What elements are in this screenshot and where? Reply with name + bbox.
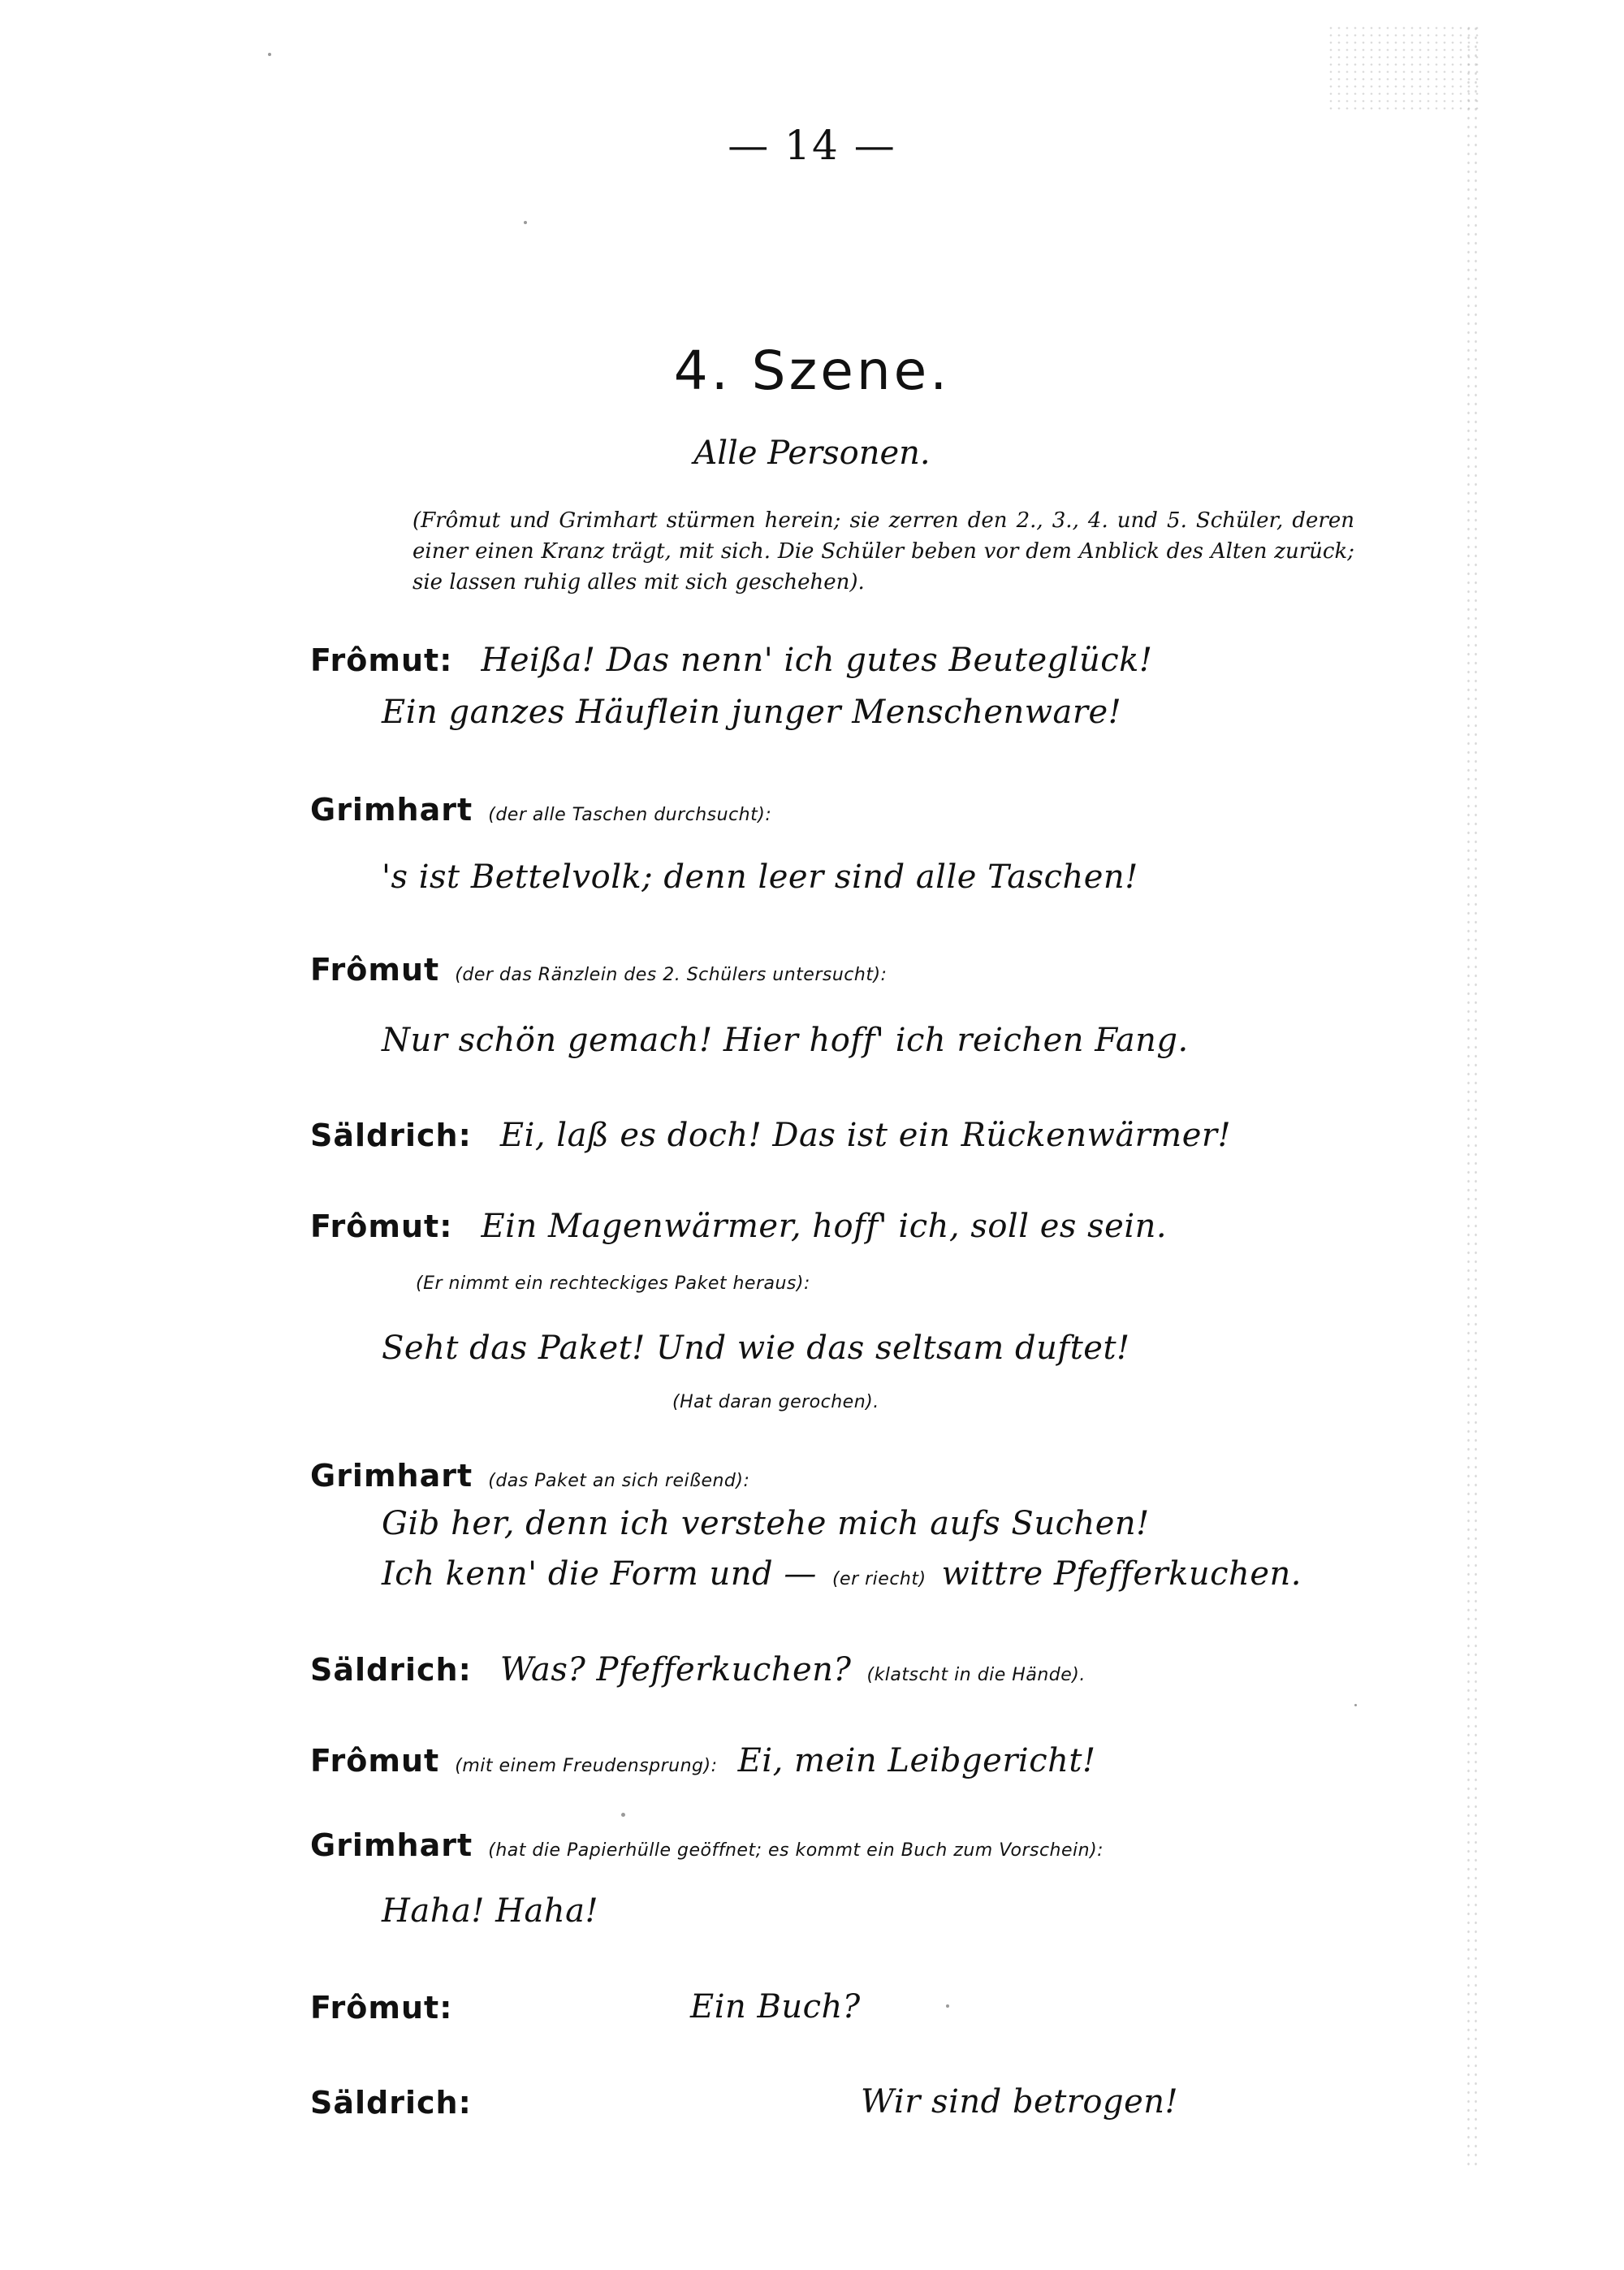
speaker-name: Säldrich: [310,1652,472,1688]
speck [621,1813,625,1817]
page-number: — 14 — [728,122,896,169]
verse-text: Seht das Paket! Und wie das seltsam duftet! [382,1330,1130,1367]
speck [1354,1704,1357,1706]
speaker-name: Säldrich: [310,1118,472,1153]
speaker-name: Grimhart [310,1827,473,1863]
stage-direction: (Er nimmt ein rechteckiges Paket heraus): [416,1273,810,1294]
verse-text: wittre Pfefferkuchen. [941,1555,1302,1593]
speck [268,53,271,56]
stage-direction: (der alle Taschen durchsucht): [488,805,772,825]
dialogue-line [310,1742,1096,1779]
verse-text: Wir sind betrogen! [861,2083,1179,2121]
stage-direction: (Hat daran gerochen). [672,1392,879,1412]
verse-text: Ei, laß es doch! Das ist ein Rückenwärmer! [499,1117,1232,1154]
speaker-name: Frômut [310,952,440,988]
dialogue-line [310,1458,749,1494]
stage-direction: (das Paket an sich reißend): [488,1471,750,1491]
speaker-name: Grimhart [310,1458,473,1494]
paper-texture-top [1327,24,1481,114]
dialogue-line [310,792,771,828]
opening-stage-direction: (Frômut und Grimhart stürmen herein; sie zerren den 2., 3., 4. und 5. Schüler, deren einer einen Kranz trägt, mit sich. Die Schüler beben vor dem Anblick des Alten zurück; sie lassen ruhig alles mit sich geschehen). [412,508,1354,595]
dialogue-line [382,1555,1302,1593]
dialogue-line [310,1827,1104,1863]
speaker-name: Frômut: [310,642,453,678]
speck [524,221,527,224]
verse-text: Was? Pfefferkuchen? [499,1651,852,1688]
dialogue-line [310,952,887,988]
verse-text: Ein Magenwärmer, hoff' ich, soll es sein. [481,1208,1168,1245]
speck [946,2004,949,2008]
stage-direction: (mit einem Freudensprung): [455,1756,718,1776]
dialogue-line [310,642,1153,679]
verse-text: Nur schön gemach! Hier hoff' ich reichen Fang. [382,1022,1189,1059]
dialogue-line [310,1208,1167,1245]
speaker-name: Frômut: [310,1990,453,2026]
verse-text: Gib her, denn ich verstehe mich aufs Suchen! [382,1505,1150,1542]
speaker-name: Grimhart [310,792,473,828]
verse-text: Haha! Haha! [382,1892,599,1930]
verse-text: Ich kenn' die Form und — [382,1555,817,1593]
verse-text: Ein Buch? [690,1988,861,2026]
speaker-name: Frômut: [310,1209,453,1244]
verse-text: Ei, mein Leibgericht! [737,1742,1096,1779]
stage-direction: (hat die Papierhülle geöffnet; es kommt ein Buch zum Vorschein): [488,1840,1104,1861]
speaker-name: Säldrich: [310,2085,472,2121]
stage-direction: (klatscht in die Hände). [866,1665,1086,1685]
dialogue-line [310,1651,1086,1688]
stage-direction: (er riecht) [831,1569,926,1589]
verse-text: 's ist Bettelvolk; denn leer sind alle Taschen! [382,858,1138,896]
dialogue-line [310,1117,1231,1154]
stage-direction: (der das Ränzlein des 2. Schülers untersucht): [455,965,888,985]
verse-text: Ein ganzes Häuflein junger Menschenware! [382,694,1122,731]
speaker-name: Frômut [310,1743,440,1779]
scene-title: 4. Szene. [673,339,951,402]
verse-text: Heißa! Das nenn' ich gutes Beuteglück! [481,642,1153,679]
scene-subtitle: Alle Personen. [693,435,931,472]
